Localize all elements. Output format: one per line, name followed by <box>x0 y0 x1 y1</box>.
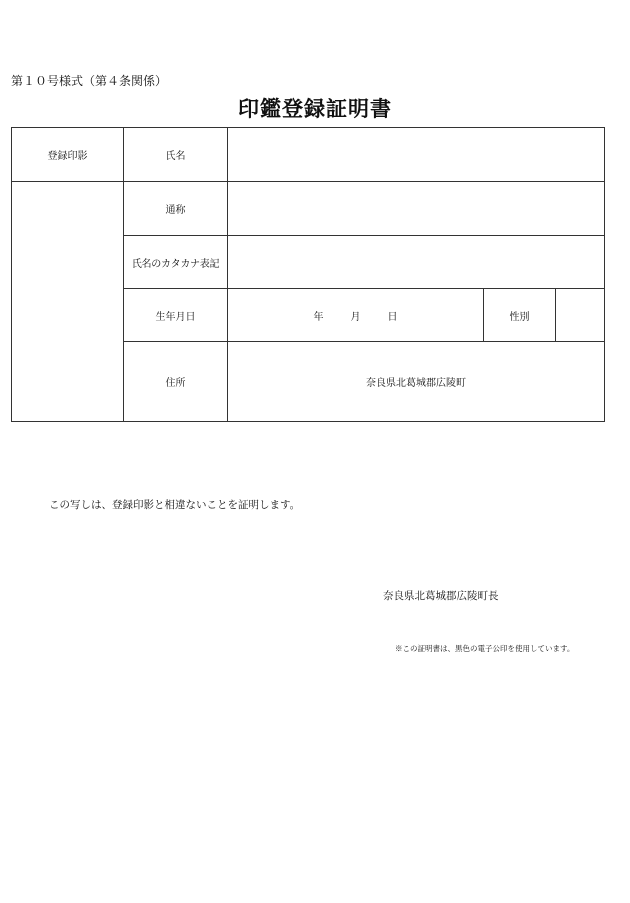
birth-date <box>228 289 484 342</box>
alias-row <box>12 182 605 236</box>
birth-label: 生年月日 <box>124 289 228 342</box>
sex-label: 性別 <box>484 289 556 342</box>
address-value: 奈良県北葛城郡広陵町 <box>228 342 605 422</box>
name-value <box>228 128 605 182</box>
issuer-name: 奈良県北葛城郡広陵町長 <box>383 590 499 602</box>
birth-year-unit: 年 <box>313 311 324 323</box>
form-number: 第１０号様式（第４条関係） <box>11 74 168 88</box>
document-title: 印鑑登録証明書 <box>238 96 392 121</box>
seal-impression-area <box>12 182 124 422</box>
address-label: 住所 <box>124 342 228 422</box>
certification-statement: この写しは、登録印影と相違ないことを証明します。 <box>49 499 301 511</box>
sex-value <box>556 289 605 342</box>
seal-label: 登録印影 <box>12 128 124 182</box>
birth-month-unit: 月 <box>350 311 361 323</box>
alias-label: 通称 <box>124 182 228 236</box>
kana-value <box>228 236 605 289</box>
kana-label: 氏名のカタカナ表記 <box>124 236 228 289</box>
footnote: ※この証明書は、黒色の電子公印を使用しています。 <box>395 644 575 653</box>
birth-day-unit: 日 <box>387 311 398 323</box>
alias-value <box>228 182 605 236</box>
certificate-table <box>11 127 605 422</box>
name-label: 氏名 <box>124 128 228 182</box>
name-row <box>12 128 605 182</box>
